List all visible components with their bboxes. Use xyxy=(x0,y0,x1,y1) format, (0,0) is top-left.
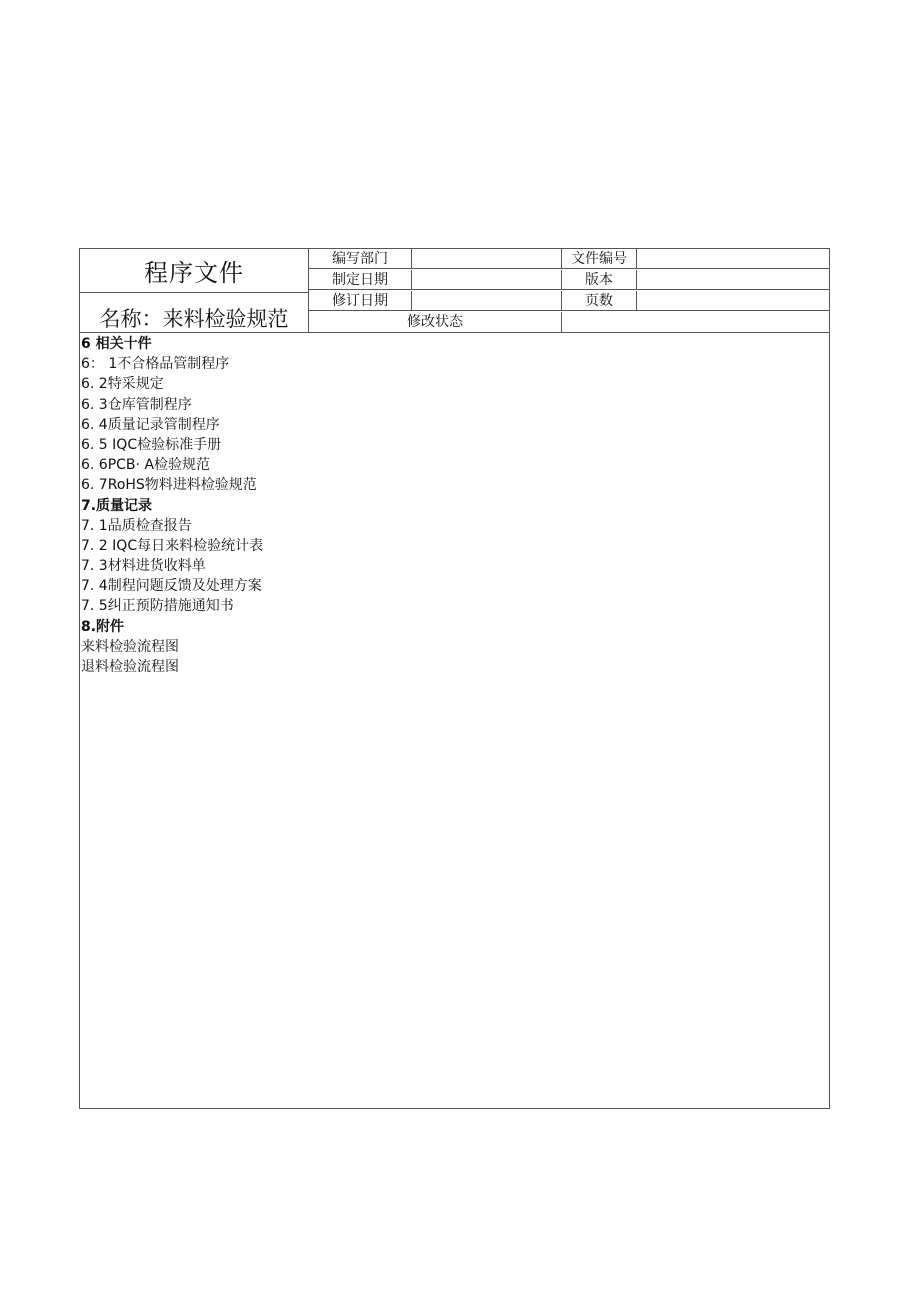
list-item: 6： 1不合格品管制程序 xyxy=(81,356,230,373)
list-item: 退料检验流程图 xyxy=(81,659,179,675)
label-version: 版本 xyxy=(562,270,637,290)
value-version xyxy=(637,270,829,290)
label-doc-number: 文件编号 xyxy=(562,249,637,269)
label-dept: 编写部门 xyxy=(309,249,412,269)
list-item: 6. 3仓库管制程序 xyxy=(81,396,192,413)
label-revision-status: 修改状态 xyxy=(309,312,562,332)
list-item: 6. 4质量记录管制程序 xyxy=(81,416,220,433)
list-item: 7. 2 IQC每日来料检验统计表 xyxy=(81,537,264,554)
list-item: 7. 3材料进货收料单 xyxy=(81,558,206,575)
label-create-date: 制定日期 xyxy=(309,270,412,290)
value-page-count xyxy=(637,291,829,311)
list-item: 6. 6PCB· A检验规范 xyxy=(81,457,211,474)
section-heading: 8.附件 xyxy=(81,618,125,635)
list-item: 来料检验流程图 xyxy=(81,638,179,655)
value-doc-number xyxy=(637,249,829,269)
list-item: 6. 5 IQC检验标准手册 xyxy=(81,436,222,453)
document-body xyxy=(80,334,829,677)
value-revision-status xyxy=(562,312,829,332)
list-item: 7. 4制程问题反馈及处理方案 xyxy=(81,578,262,595)
value-dept xyxy=(412,249,562,269)
document-name: 名称：来料检验规范 xyxy=(80,293,309,332)
list-item: 7. 1品质检查报告 xyxy=(81,517,192,534)
document-title: 程序文件 xyxy=(80,249,309,293)
list-item: 7. 5纠正预防措施通知书 xyxy=(81,598,234,615)
value-create-date xyxy=(412,270,562,290)
section-heading: 6 相关十件 xyxy=(81,336,152,352)
document-header xyxy=(80,249,829,333)
label-page-count: 页数 xyxy=(562,291,637,311)
document-form xyxy=(79,248,830,1109)
label-revise-date: 修订日期 xyxy=(309,291,412,311)
section-heading: 7.质量记录 xyxy=(81,497,153,514)
list-item: 6. 7RoHS物料进料检验规范 xyxy=(81,477,257,494)
list-item: 6. 2特采规定 xyxy=(81,376,164,393)
value-revise-date xyxy=(412,291,562,311)
